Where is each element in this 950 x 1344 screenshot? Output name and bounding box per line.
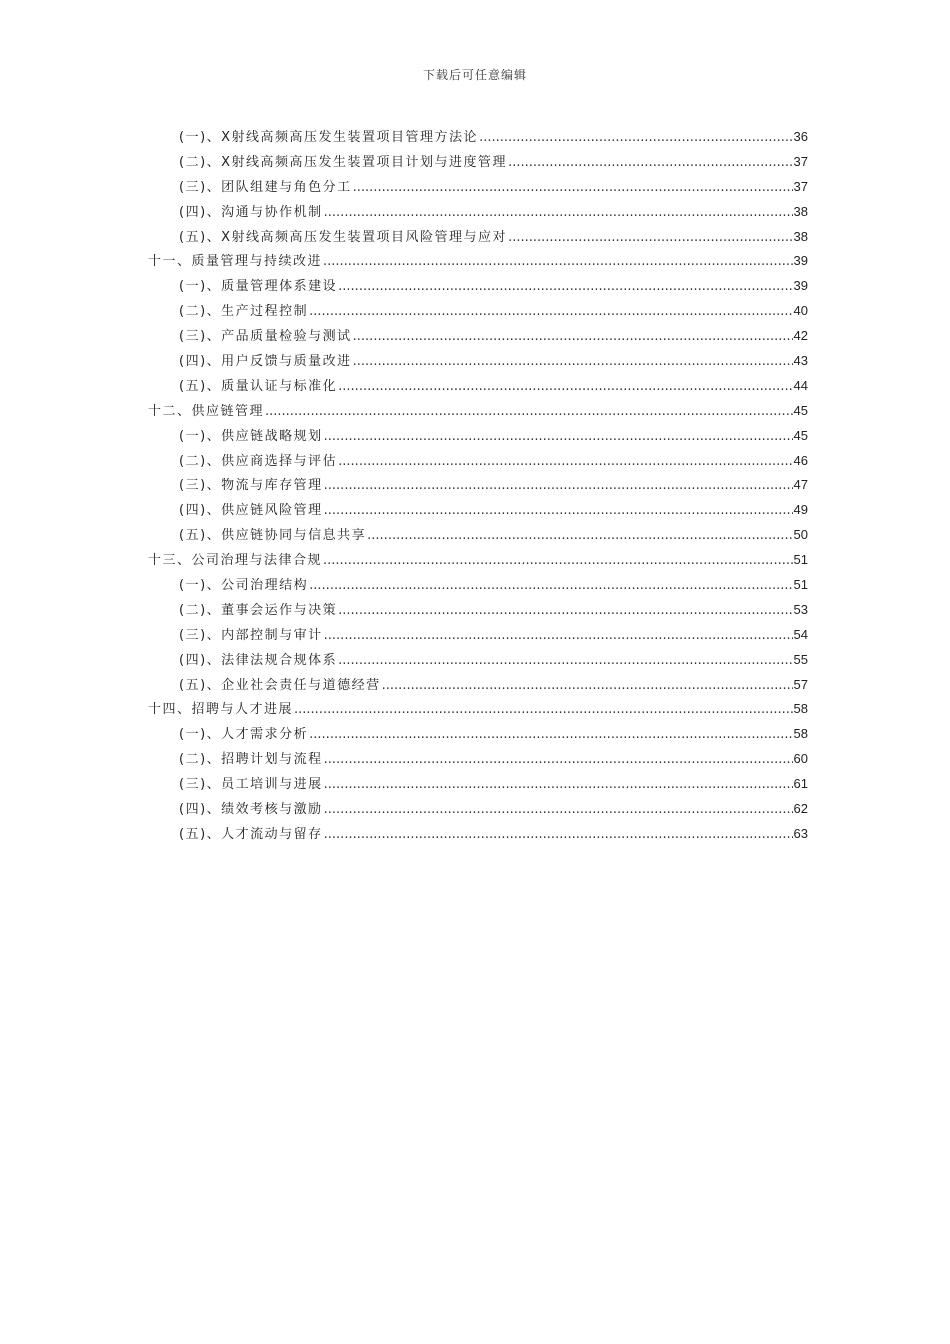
toc-entry-label: (五)、X射线高频高压发生装置项目风险管理与应对 xyxy=(179,229,508,245)
toc-dot-leader xyxy=(324,201,793,226)
toc-dot-leader xyxy=(324,748,793,773)
toc-dot-leader xyxy=(353,350,793,375)
toc-entry-label: (五)、质量认证与标准化 xyxy=(179,378,338,394)
toc-entry-label: (一)、人才需求分析 xyxy=(179,727,309,743)
toc-dot-leader xyxy=(309,574,792,599)
toc-entry-page-number: 47 xyxy=(793,477,808,493)
toc-entry-page-number: 57 xyxy=(793,676,808,692)
toc-section-entry[interactable] xyxy=(148,349,808,374)
toc-entry-page-number: 36 xyxy=(793,129,808,144)
toc-section-entry[interactable] xyxy=(148,324,808,349)
toc-entry-page-number: 51 xyxy=(793,552,808,568)
toc-entry-page-number: 62 xyxy=(793,801,808,817)
toc-entry-label: (三)、团队组建与角色分工 xyxy=(179,179,352,195)
toc-dot-leader xyxy=(338,275,792,300)
toc-section-entry[interactable] xyxy=(148,299,808,324)
toc-chapter-entry[interactable] xyxy=(148,399,808,424)
toc-section-entry[interactable] xyxy=(148,722,808,747)
toc-section-entry[interactable] xyxy=(148,797,808,822)
toc-dot-leader xyxy=(508,151,792,176)
toc-entry-label: (五)、企业社会责任与道德经营 xyxy=(179,677,381,693)
toc-entry-label: 十二、供应链管理 xyxy=(148,403,265,419)
toc-entry-label: 十四、招聘与人才进展 xyxy=(148,702,294,718)
toc-dot-leader xyxy=(338,450,792,475)
toc-entry-label: (二)、X射线高频高压发生装置项目计划与进度管理 xyxy=(179,154,508,170)
toc-dot-leader xyxy=(324,798,793,823)
toc-entry-page-number: 51 xyxy=(793,577,808,593)
toc-entry-page-number: 53 xyxy=(793,601,808,617)
toc-dot-leader xyxy=(294,698,793,723)
toc-section-entry[interactable] xyxy=(148,747,808,772)
toc-entry-label: 十三、公司治理与法律合规 xyxy=(148,553,323,569)
toc-entry-page-number: 60 xyxy=(793,751,808,767)
toc-section-entry[interactable] xyxy=(148,523,808,548)
toc-entry-label: (二)、供应商选择与评估 xyxy=(179,453,338,469)
toc-chapter-entry[interactable] xyxy=(148,548,808,573)
toc-dot-leader xyxy=(323,250,793,275)
toc-dot-leader xyxy=(324,823,793,848)
toc-dot-leader xyxy=(324,773,793,798)
toc-entry-page-number: 45 xyxy=(793,402,808,418)
toc-entry-label: (三)、物流与库存管理 xyxy=(179,478,323,494)
toc-dot-leader xyxy=(338,599,792,624)
toc-entry-page-number: 43 xyxy=(793,353,808,369)
toc-section-entry[interactable] xyxy=(148,424,808,449)
toc-dot-leader xyxy=(324,499,793,524)
toc-entry-label: (二)、董事会运作与决策 xyxy=(179,602,338,618)
toc-section-entry[interactable] xyxy=(148,598,808,623)
toc-entry-page-number: 61 xyxy=(793,776,808,792)
toc-entry-label: (一)、公司治理结构 xyxy=(179,578,309,594)
toc-entry-label: (五)、供应链协同与信息共享 xyxy=(179,528,367,544)
toc-section-entry[interactable] xyxy=(148,573,808,598)
toc-entry-label: (四)、用户反馈与质量改进 xyxy=(179,354,352,370)
toc-entry-label: (五)、人才流动与留存 xyxy=(179,826,323,842)
toc-dot-leader xyxy=(323,549,793,574)
toc-entry-label: 十一、质量管理与持续改进 xyxy=(148,254,323,270)
toc-section-entry[interactable] xyxy=(148,473,808,498)
toc-section-entry[interactable] xyxy=(148,772,808,797)
toc-dot-leader xyxy=(309,723,792,748)
toc-dot-leader xyxy=(265,400,793,425)
toc-dot-leader xyxy=(508,226,792,251)
toc-section-entry[interactable] xyxy=(148,673,808,698)
toc-section-entry[interactable] xyxy=(148,449,808,474)
toc-entry-page-number: 55 xyxy=(793,651,808,667)
toc-entry-page-number: 42 xyxy=(793,328,808,344)
toc-entry-label: (三)、员工培训与进展 xyxy=(179,777,323,793)
toc-section-entry[interactable] xyxy=(148,623,808,648)
toc-dot-leader xyxy=(324,425,793,450)
toc-dot-leader xyxy=(353,325,793,350)
toc-entry-label: (二)、生产过程控制 xyxy=(179,304,309,320)
toc-section-entry[interactable] xyxy=(148,822,808,847)
toc-entry-label: (二)、招聘计划与流程 xyxy=(179,752,323,768)
page-header-note: 下载后可任意编辑 xyxy=(422,68,527,82)
toc-section-entry[interactable] xyxy=(148,175,808,200)
toc-entry-label: (三)、产品质量检验与测试 xyxy=(179,329,352,345)
toc-dot-leader xyxy=(324,474,793,499)
toc-section-entry[interactable] xyxy=(148,498,808,523)
toc-entry-label: (一)、供应链战略规划 xyxy=(179,428,323,444)
toc-entry-page-number: 54 xyxy=(793,626,808,642)
toc-entry-page-number: 50 xyxy=(793,527,808,543)
toc-entry-page-number: 39 xyxy=(793,278,808,294)
toc-section-entry[interactable] xyxy=(148,274,808,299)
toc-entry-page-number: 37 xyxy=(793,178,808,194)
toc-entry-label: (一)、质量管理体系建设 xyxy=(179,279,338,295)
toc-dot-leader xyxy=(367,524,792,549)
toc-chapter-entry[interactable] xyxy=(148,697,808,722)
toc-entry-label: (四)、沟通与协作机制 xyxy=(179,204,323,220)
toc-dot-leader xyxy=(382,674,793,699)
toc-entry-page-number: 38 xyxy=(793,228,808,244)
toc-section-entry[interactable] xyxy=(148,150,808,175)
toc-entry-page-number: 58 xyxy=(793,726,808,742)
toc-entry-page-number: 46 xyxy=(793,452,808,468)
toc-entry-page-number: 38 xyxy=(793,203,808,219)
toc-entry-label: (一)、X射线高频高压发生装置项目管理方法论 xyxy=(179,130,479,145)
toc-section-entry[interactable] xyxy=(148,200,808,225)
toc-section-entry[interactable] xyxy=(148,374,808,399)
toc-entry-page-number: 37 xyxy=(793,153,808,169)
toc-dot-leader xyxy=(479,126,792,151)
toc-entry-page-number: 39 xyxy=(793,253,808,269)
toc-entry-page-number: 40 xyxy=(793,303,808,319)
toc-entry-label: (四)、供应链风险管理 xyxy=(179,503,323,519)
toc-entry-page-number: 63 xyxy=(793,825,808,841)
toc-dot-leader xyxy=(324,624,793,649)
toc-dot-leader xyxy=(338,649,792,674)
toc-entry-page-number: 58 xyxy=(793,701,808,717)
toc-entry-label: (四)、绩效考核与激励 xyxy=(179,802,323,818)
toc-dot-leader xyxy=(338,375,792,400)
toc-entry-page-number: 45 xyxy=(793,427,808,443)
toc-section-entry[interactable] xyxy=(148,648,808,673)
toc-entry-page-number: 44 xyxy=(793,377,808,393)
toc-dot-leader xyxy=(353,176,793,201)
toc-entry-label: (三)、内部控制与审计 xyxy=(179,627,323,643)
toc-section-entry[interactable] xyxy=(148,125,808,150)
table-of-contents xyxy=(148,125,808,847)
toc-entry-page-number: 49 xyxy=(793,502,808,518)
toc-dot-leader xyxy=(309,300,792,325)
toc-entry-label: (四)、法律法规合规体系 xyxy=(179,652,338,668)
toc-section-entry[interactable] xyxy=(148,225,808,250)
toc-chapter-entry[interactable] xyxy=(148,249,808,274)
